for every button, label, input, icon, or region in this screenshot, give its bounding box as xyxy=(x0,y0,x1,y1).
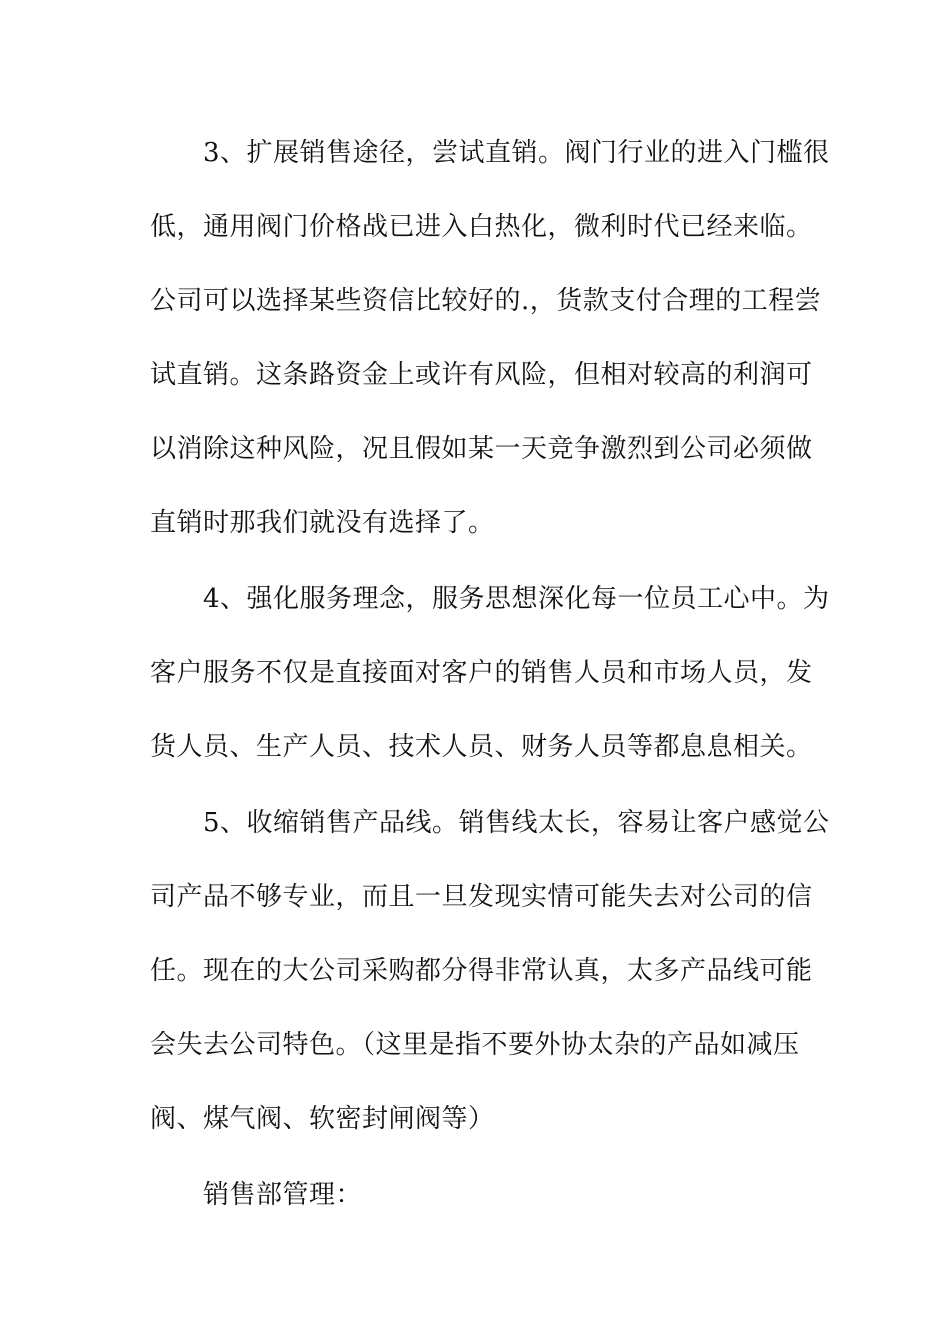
text-line: 试直销。这条路资金上或许有风险，但相对较高的利润可 xyxy=(150,360,813,390)
text-line: 客户服务不仅是直接面对客户的销售人员和市场人员，发 xyxy=(150,658,813,688)
text-line: 货人员、生产人员、技术人员、财务人员等都息息相关。 xyxy=(150,732,813,762)
text-line: 公司可以选择某些资信比较好的.，货款支付合理的工程尝 xyxy=(150,286,822,316)
text-line: 4、强化服务理念，服务思想深化每一位员工心中。为 xyxy=(203,584,830,614)
text-line: 任。现在的大公司采购都分得非常认真，太多产品线可能 xyxy=(150,956,813,986)
text-line: 会失去公司特色。（这里是指不要外协太杂的产品如减压 xyxy=(150,1030,800,1060)
text-line: 阀、煤气阀、软密封闸阀等） xyxy=(150,1104,495,1134)
text-line: 3、扩展销售途径，尝试直销。阀门行业的进入门槛很 xyxy=(203,138,830,168)
heading-line: 销售部管理： xyxy=(203,1180,363,1210)
text-line: 以消除这种风险，况且假如某一天竞争激烈到公司必须做 xyxy=(150,434,813,464)
text-line: 直销时那我们就没有选择了。 xyxy=(150,508,495,538)
text-line: 低，通用阀门价格战已进入白热化，微利时代已经来临。 xyxy=(150,212,813,242)
text-line: 司产品不够专业，而且一旦发现实情可能失去对公司的信 xyxy=(150,882,813,912)
text-line: 5、收缩销售产品线。销售线太长，容易让客户感觉公 xyxy=(203,808,830,838)
